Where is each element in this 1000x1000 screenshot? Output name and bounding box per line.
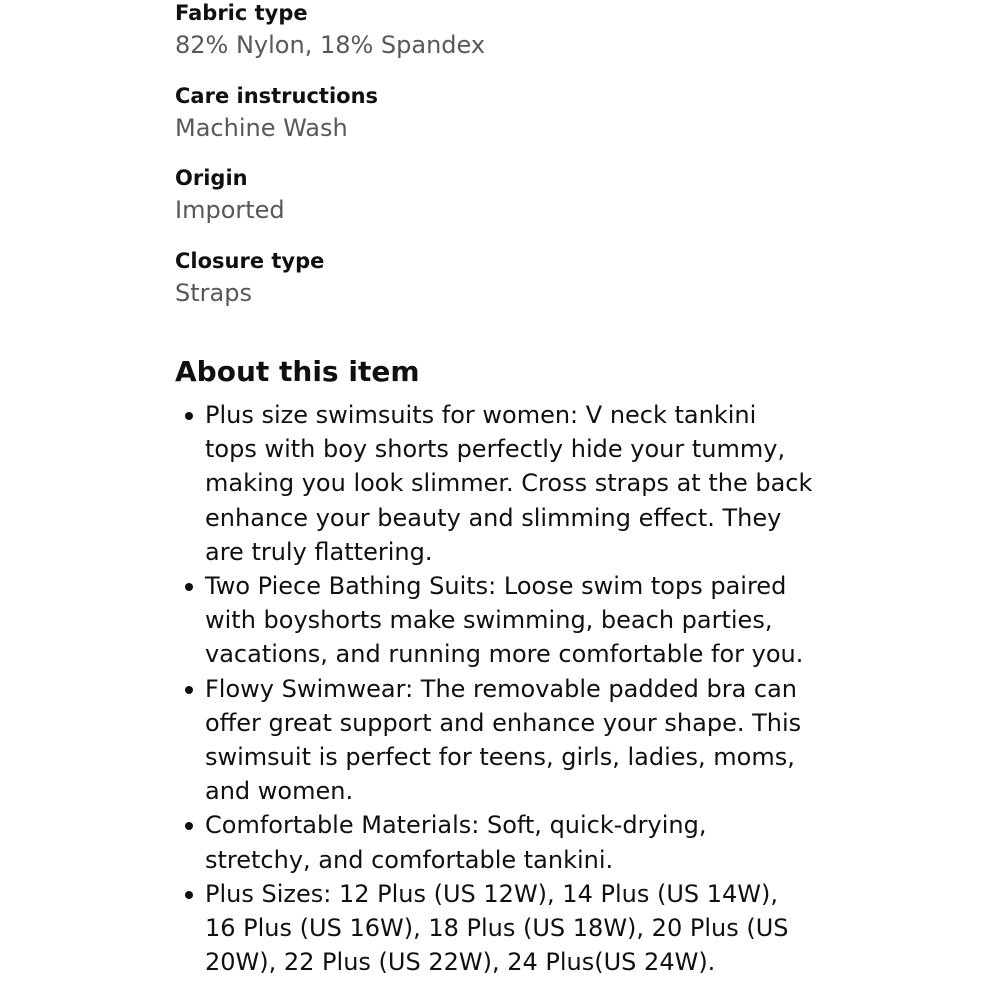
bullet-item bbox=[182, 672, 842, 809]
bullet-line: enhance your beauty and slimming effect. They bbox=[205, 503, 782, 532]
attribute-fabric-type bbox=[175, 0, 875, 83]
bullet-item bbox=[182, 808, 842, 876]
bullet-line: Plus Sizes: 12 Plus (US 12W), 14 Plus (US 14W), bbox=[205, 879, 779, 908]
bullet-item bbox=[182, 569, 842, 672]
bullet-line: tops with boy shorts perfectly hide your tummy, bbox=[205, 435, 786, 464]
bullet-dot-icon bbox=[185, 412, 193, 420]
attribute-label: Closure type bbox=[175, 248, 325, 273]
attribute-value: Straps bbox=[175, 278, 252, 307]
attribute-closure-type bbox=[175, 248, 875, 331]
bullet-dot-icon bbox=[185, 891, 193, 899]
bullet-line: 20W), 22 Plus (US 22W), 24 Plus(US 24W). bbox=[205, 948, 716, 977]
bullet-line: with boyshorts make swimming, beach parties, bbox=[205, 606, 773, 635]
bullet-line: 16 Plus (US 16W), 18 Plus (US 18W), 20 Plus (US bbox=[205, 914, 789, 943]
attribute-value: Imported bbox=[175, 196, 285, 224]
about-this-item-heading: About this item bbox=[175, 355, 420, 388]
bullet-dot-icon bbox=[185, 822, 193, 830]
bullet-dot-icon bbox=[185, 686, 193, 694]
attribute-value: Machine Wash bbox=[175, 113, 348, 142]
attribute-label: Fabric type bbox=[175, 1, 308, 25]
product-attributes bbox=[175, 0, 875, 330]
bullet-line: Plus size swimsuits for women: V neck tankini bbox=[205, 401, 757, 429]
bullet-line: stretchy, and comfortable tankini. bbox=[205, 845, 614, 874]
attribute-label: Care instructions bbox=[175, 83, 379, 108]
bullet-item bbox=[182, 398, 842, 569]
bullet-line: and women. bbox=[205, 777, 354, 806]
attribute-care-instructions bbox=[175, 83, 875, 166]
attribute-value: 82% Nylon, 18% Spandex bbox=[175, 31, 486, 59]
attribute-label: Origin bbox=[175, 166, 248, 190]
bullet-line: vacations, and running more comfortable for you. bbox=[205, 640, 804, 669]
bullet-line: making you look slimmer. Cross straps at the back bbox=[205, 469, 813, 498]
bullet-line: are truly flattering. bbox=[205, 537, 433, 566]
bullet-line: offer great support and enhance your shape. This bbox=[205, 708, 802, 737]
bullet-line: Comfortable Materials: Soft, quick-drying, bbox=[205, 811, 707, 840]
bullet-line: Two Piece Bathing Suits: Loose swim tops paired bbox=[205, 572, 787, 601]
bullet-dot-icon bbox=[185, 583, 193, 591]
bullet-line: swimsuit is perfect for teens, girls, ladies, moms, bbox=[205, 743, 795, 772]
about-bullet-list bbox=[182, 398, 842, 979]
attribute-origin bbox=[175, 165, 875, 248]
bullet-line: Flowy Swimwear: The removable padded bra can bbox=[205, 674, 798, 703]
bullet-item bbox=[182, 877, 842, 980]
